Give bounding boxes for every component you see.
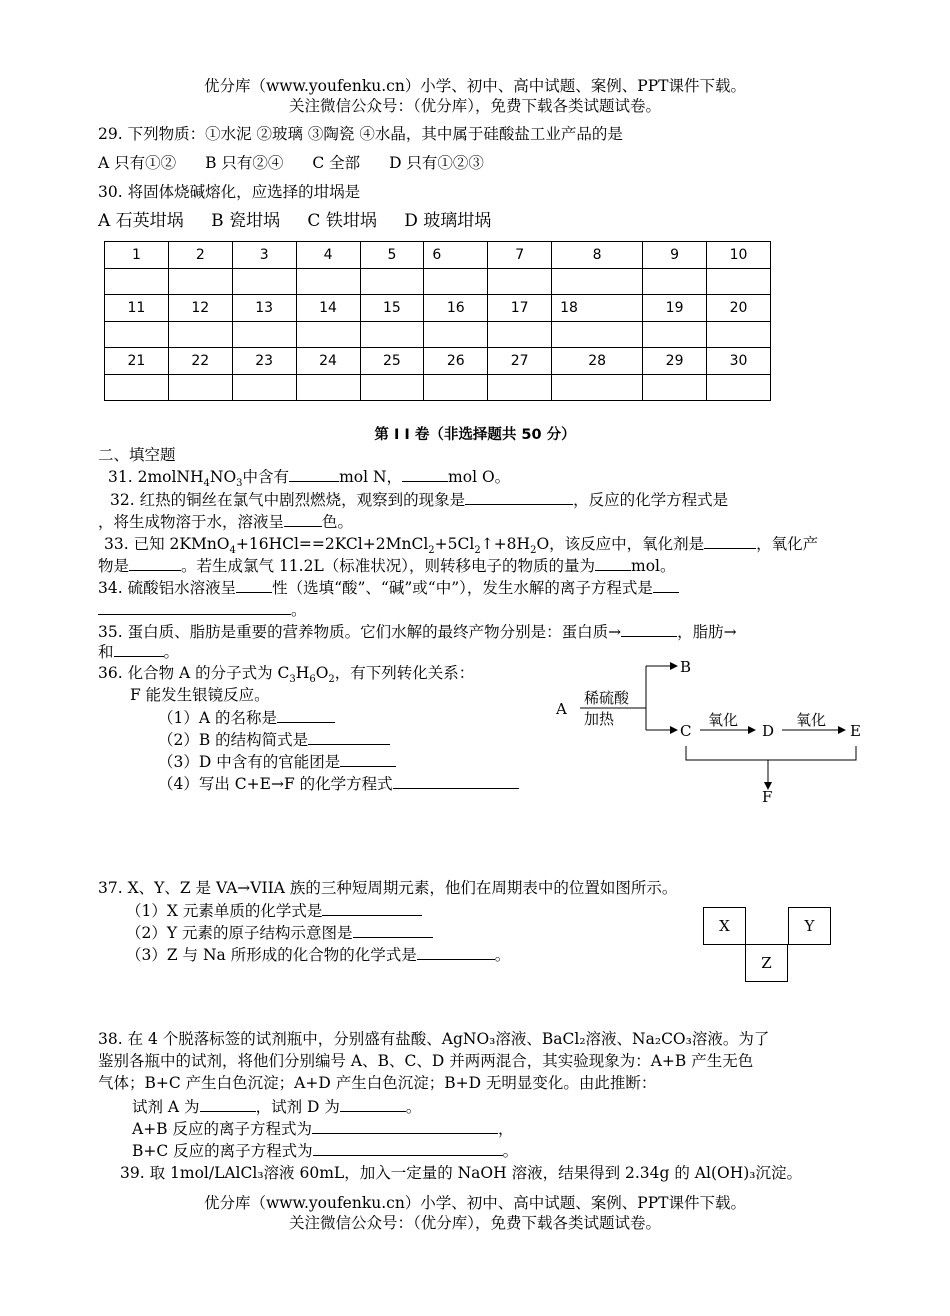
q35-text-c: 和 — [98, 643, 114, 661]
answer-cell[interactable] — [707, 321, 771, 348]
q34-text-a: 34. 硫酸铝水溶液呈 — [98, 579, 237, 597]
answer-cell[interactable] — [296, 321, 360, 348]
q32-line-2 — [98, 511, 353, 532]
q35-blank-protein[interactable] — [621, 621, 677, 637]
part2-title: 第 I I 卷（非选择题共 50 分） — [374, 427, 576, 443]
table-cell: 12 — [168, 295, 232, 322]
table-cell: 27 — [488, 348, 552, 375]
header-line-1: 优分库（www.youfenku.cn）小学、初中、高中试题、案例、PPT课件下载。 — [203, 77, 747, 95]
table-cell: 26 — [424, 348, 488, 375]
table-cell: 18 — [552, 295, 643, 322]
answer-cell[interactable] — [296, 374, 360, 401]
q33-text-g: 物是 — [98, 557, 130, 575]
element-box-x: X — [703, 907, 746, 945]
arrowhead-b — [670, 662, 678, 670]
q36-text-d: ，有下列转化关系： — [334, 664, 475, 682]
table-cell: 6 — [424, 242, 488, 269]
q36-sub-3 — [158, 751, 396, 772]
answer-cell[interactable] — [296, 268, 360, 295]
q35-text-d: 。 — [163, 643, 180, 661]
table-cell: 5 — [360, 242, 424, 269]
q33-text-b: +16HCl==2KCl+2MnCl — [235, 535, 429, 553]
arrowhead-e — [838, 726, 846, 734]
table-cell: 14 — [296, 295, 360, 322]
q36-reaction-diagram — [550, 650, 870, 810]
q38-line-6 — [132, 1140, 518, 1161]
q37-blank-3[interactable] — [417, 944, 495, 960]
table-cell: 11 — [105, 295, 169, 322]
q37-sub-3-text: （3）Z 与 Na 所形成的化合物的化学式是 — [126, 946, 417, 964]
q38-text-c: 。 — [405, 1098, 422, 1116]
q30-option-d: D 玻璃坩埚 — [404, 211, 492, 231]
q32-text-a: 32. 红热的铜丝在氯气中剧烈燃烧，观察到的现象是 — [110, 491, 466, 509]
q38-text-f: B+C 反应的离子方程式为 — [132, 1142, 313, 1160]
table-cell: 23 — [232, 348, 296, 375]
q37-sub-1 — [126, 900, 422, 921]
table-cell: 25 — [360, 348, 424, 375]
table-cell: 3 — [232, 242, 296, 269]
q36-blank-3[interactable] — [340, 751, 396, 767]
answer-cell[interactable] — [232, 321, 296, 348]
q38-line-2: 鉴别各瓶中的试剂，将他们分别编号 A、B、C、D 并两两混合，其实验现象为：A+B 产生无色 — [98, 1052, 754, 1070]
answer-cell[interactable] — [168, 268, 232, 295]
footer-line-1: 优分库（www.youfenku.cn）小学、初中、高中试题、案例、PPT课件下载。 — [203, 1194, 747, 1212]
q36-note: F 能发生银镜反应。 — [130, 686, 270, 704]
answer-cell[interactable] — [424, 321, 488, 348]
element-box-y: Y — [788, 907, 831, 945]
table-cell: 30 — [707, 348, 771, 375]
q33-line-1: 33. 已知 $2KMnO_4+16HCl==2KCl+2MnCl_2+5Cl_2↑+8H_2O$，该反应中，氧化剂是 ，氧化产 — [104, 535, 819, 557]
table-cell: 28 — [552, 348, 643, 375]
section-title: 二、填空题 — [98, 446, 176, 464]
q38-text-a: 试剂 A 为 — [132, 1098, 200, 1116]
answer-cell[interactable] — [360, 321, 424, 348]
header-line-2: 关注微信公众号：（优分库），免费下载各类试题试卷。 — [288, 97, 661, 115]
q31-blank-o[interactable] — [402, 466, 448, 482]
answer-cell[interactable] — [232, 374, 296, 401]
table-row — [105, 268, 771, 295]
q38-line-4 — [132, 1096, 421, 1117]
answer-cell[interactable] — [643, 268, 707, 295]
answer-cell[interactable] — [168, 374, 232, 401]
q36-blank-4[interactable] — [393, 773, 519, 789]
table-cell: 8 — [552, 242, 643, 269]
q38-text-e: ， — [498, 1120, 514, 1138]
q35-blank-fat[interactable] — [114, 641, 164, 657]
answer-table — [104, 241, 771, 401]
q30-option-b: B 瓷坩埚 — [211, 211, 280, 231]
q34-blank-equation-a[interactable] — [653, 577, 679, 593]
q36-sub-2-text: （2）B 的结构简式是 — [158, 731, 309, 749]
q31-text-d: mol N， — [339, 468, 403, 486]
q32-line-1 — [110, 489, 728, 510]
q31-text-e: mol O。 — [448, 468, 511, 486]
answer-cell[interactable] — [707, 374, 771, 401]
q37-blank-1[interactable] — [322, 900, 422, 916]
table-cell: 29 — [643, 348, 707, 375]
q37-sub-1-text: （1）X 元素单质的化学式是 — [126, 902, 323, 920]
q30-stem: 30. 将固体烧碱熔化，应选择的坩埚是 — [98, 183, 361, 201]
q36-sub-2 — [158, 729, 390, 750]
answer-cell[interactable] — [232, 268, 296, 295]
table-row — [105, 242, 771, 269]
table-cell: 22 — [168, 348, 232, 375]
q33-text-i: mol。 — [631, 557, 676, 575]
q35-line-1 — [98, 621, 737, 642]
q36-text-b: H — [295, 664, 310, 682]
table-cell: 21 — [105, 348, 169, 375]
q30-option-a: A 石英坩埚 — [98, 211, 184, 231]
q35-text-a: 35. 蛋白质、脂肪是重要的营养物质。它们水解的最终产物分别是：蛋白质→ — [98, 623, 622, 641]
table-cell: 9 — [643, 242, 707, 269]
q33-text-a: 33. 已知 2KMnO — [104, 535, 230, 553]
table-cell: 1 — [105, 242, 169, 269]
q29-option-a: A 只有①② — [98, 154, 177, 172]
q38-text-b: ，试剂 D 为 — [255, 1098, 340, 1116]
q36-sub-4 — [158, 773, 519, 794]
q33-blank-product[interactable] — [129, 555, 181, 571]
answer-cell[interactable] — [488, 268, 552, 295]
q38-blank-ab[interactable] — [312, 1118, 498, 1134]
q33-blank-mol[interactable] — [595, 555, 631, 571]
answer-cell[interactable] — [643, 374, 707, 401]
q36-sub-1-text: （1）A 的名称是 — [158, 709, 277, 727]
answer-cell[interactable] — [552, 321, 643, 348]
node-a: A — [556, 700, 567, 718]
table-cell: 2 — [168, 242, 232, 269]
answer-cell[interactable] — [424, 268, 488, 295]
q37-stem: 37. X、Y、Z 是 VA→VIIA 族的三种短周期元素，他们在周期表中的位置如图所示。 — [98, 879, 678, 897]
q36-blank-1[interactable] — [277, 707, 335, 723]
q33-text-h: 。若生成氯气 11.2L（标准状况），则转移电子的物质的量为 — [181, 557, 595, 575]
table-cell: 19 — [643, 295, 707, 322]
table-row — [105, 374, 771, 401]
q38-blank-bc[interactable] — [313, 1140, 503, 1156]
answer-cell[interactable] — [105, 321, 169, 348]
q32-blank-color[interactable] — [284, 511, 322, 527]
answer-cell[interactable] — [707, 268, 771, 295]
arrowhead-d — [748, 726, 756, 734]
q31-text-a: 31. 2molNH — [108, 468, 204, 486]
q38-line-1: 38. 在 4 个脱落标签的试剂瓶中，分别盛有盐酸、AgNO₃溶液、BaCl₂溶液、Na₂CO₃溶液。为了 — [98, 1030, 770, 1048]
condition-acid: 稀硫酸 — [584, 689, 630, 707]
q30-option-c: C 铁坩埚 — [307, 211, 377, 231]
bracket-c-e — [686, 746, 856, 760]
q29-option-c: C 全部 — [312, 154, 361, 172]
q37-sub-3 — [126, 944, 510, 965]
q34-text-b: 性（选填“酸”、“碱”或“中”），发生水解的离子方程式是 — [272, 579, 653, 597]
q36-sub-4-text: （4）写出 C+E→F 的化学方程式 — [158, 775, 393, 793]
q32-text-d: 色。 — [322, 513, 354, 531]
arrowhead-c — [670, 726, 678, 734]
table-cell: 15 — [360, 295, 424, 322]
q36-stem: 36. 化合物 A 的分子式为 $C_3H_6O_2$，有下列转化关系： — [98, 664, 475, 686]
answer-cell[interactable] — [488, 374, 552, 401]
condition-heat: 加热 — [584, 710, 615, 728]
q38-line-5 — [132, 1118, 514, 1139]
element-box-z: Z — [745, 944, 788, 982]
table-cell: 17 — [488, 295, 552, 322]
answer-cell[interactable] — [168, 321, 232, 348]
q36-text-a: 36. 化合物 A 的分子式为 C — [98, 664, 290, 682]
q33-text-f: ，氧化产 — [756, 535, 819, 553]
q29-options — [98, 153, 484, 173]
answer-cell[interactable] — [105, 374, 169, 401]
q29-stem: 29. 下列物质：①水泥 ②玻璃 ③陶瓷 ④水晶，其中属于硅酸盐工业产品的是 — [98, 125, 623, 143]
q31-blank-n[interactable] — [289, 466, 339, 482]
answer-cell[interactable] — [105, 268, 169, 295]
node-f: F — [762, 788, 773, 806]
q37-sub-3-end: 。 — [494, 946, 511, 964]
q34-blank-nature[interactable] — [236, 577, 272, 593]
table-cell: 16 — [424, 295, 488, 322]
q38-blank-d[interactable] — [340, 1096, 406, 1112]
q38-text-g: 。 — [502, 1142, 519, 1160]
q33-blank-oxidant[interactable] — [704, 533, 756, 549]
q37-blank-2[interactable] — [353, 922, 433, 938]
q35-text-b: ，脂肪→ — [677, 623, 737, 641]
node-d: D — [762, 722, 775, 740]
q37-sub-2 — [126, 922, 433, 943]
q34-line-2 — [98, 599, 307, 620]
q32-text-b: ，反应的化学方程式是 — [573, 491, 729, 509]
table-cell: 13 — [232, 295, 296, 322]
q37-sub-2-text: （2）Y 元素的原子结构示意图是 — [126, 924, 353, 942]
answer-cell[interactable] — [552, 268, 643, 295]
q33-text-e: O，该反应中，氧化剂是 — [536, 535, 705, 553]
answer-cell[interactable] — [552, 374, 643, 401]
node-b: B — [680, 658, 692, 676]
q38-line-3: 气体；B+C 产生白色沉淀；A+D 产生白色沉淀；B+D 无明显变化。由此推断： — [98, 1074, 657, 1092]
q36-sub-1 — [158, 707, 335, 728]
footer-line-2: 关注微信公众号：（优分库），免费下载各类试题试卷。 — [288, 1214, 661, 1232]
table-cell: 10 — [707, 242, 771, 269]
table-row — [105, 295, 771, 322]
table-row — [105, 348, 771, 375]
q38-blank-a[interactable] — [200, 1096, 256, 1112]
answer-cell[interactable] — [643, 321, 707, 348]
q35-line-2 — [98, 641, 179, 662]
answer-cell[interactable] — [360, 374, 424, 401]
q34-text-c: 。 — [291, 601, 307, 619]
q36-sub-3-text: （3）D 中含有的官能团是 — [158, 753, 341, 771]
q36-text-c: O — [315, 664, 329, 682]
q33-text-c: +5Cl — [434, 535, 475, 553]
label-oxidation-1: 氧化 — [708, 711, 739, 729]
table-cell: 7 — [488, 242, 552, 269]
answer-cell[interactable] — [360, 268, 424, 295]
answer-cell[interactable] — [488, 321, 552, 348]
q31: 31. $2molNH_4NO_3$中含有 mol N， mol O。 — [108, 468, 511, 490]
q30-options — [98, 211, 491, 231]
q32-blank-phenomenon[interactable] — [465, 489, 573, 505]
table-cell: 24 — [296, 348, 360, 375]
table-row — [105, 321, 771, 348]
answer-cell[interactable] — [424, 374, 488, 401]
table-cell: 4 — [296, 242, 360, 269]
label-oxidation-2: 氧化 — [796, 711, 827, 729]
q34-line-1 — [98, 577, 679, 598]
q32-text-c: ，将生成物溶于水，溶液呈 — [98, 513, 285, 531]
node-e: E — [850, 722, 861, 740]
node-c: C — [680, 722, 692, 740]
q29-option-d: D 只有①②③ — [389, 154, 484, 172]
q33-line-2 — [98, 555, 676, 576]
q36-blank-2[interactable] — [308, 729, 390, 745]
q29-option-b: B 只有②④ — [205, 154, 284, 172]
table-cell: 20 — [707, 295, 771, 322]
q33-text-d: ↑+8H — [480, 535, 531, 553]
q34-blank-equation-b[interactable] — [98, 599, 291, 615]
q31-text-c: 中含有 — [242, 468, 290, 486]
q39-text: 39. 取 1mol/LAlCl₃溶液 60mL，加入一定量的 NaOH 溶液，结果得到 2.34g 的 Al(OH)₃沉淀。 — [120, 1164, 802, 1182]
q38-text-d: A+B 反应的离子方程式为 — [132, 1120, 312, 1138]
q31-text-b: NO — [209, 468, 237, 486]
